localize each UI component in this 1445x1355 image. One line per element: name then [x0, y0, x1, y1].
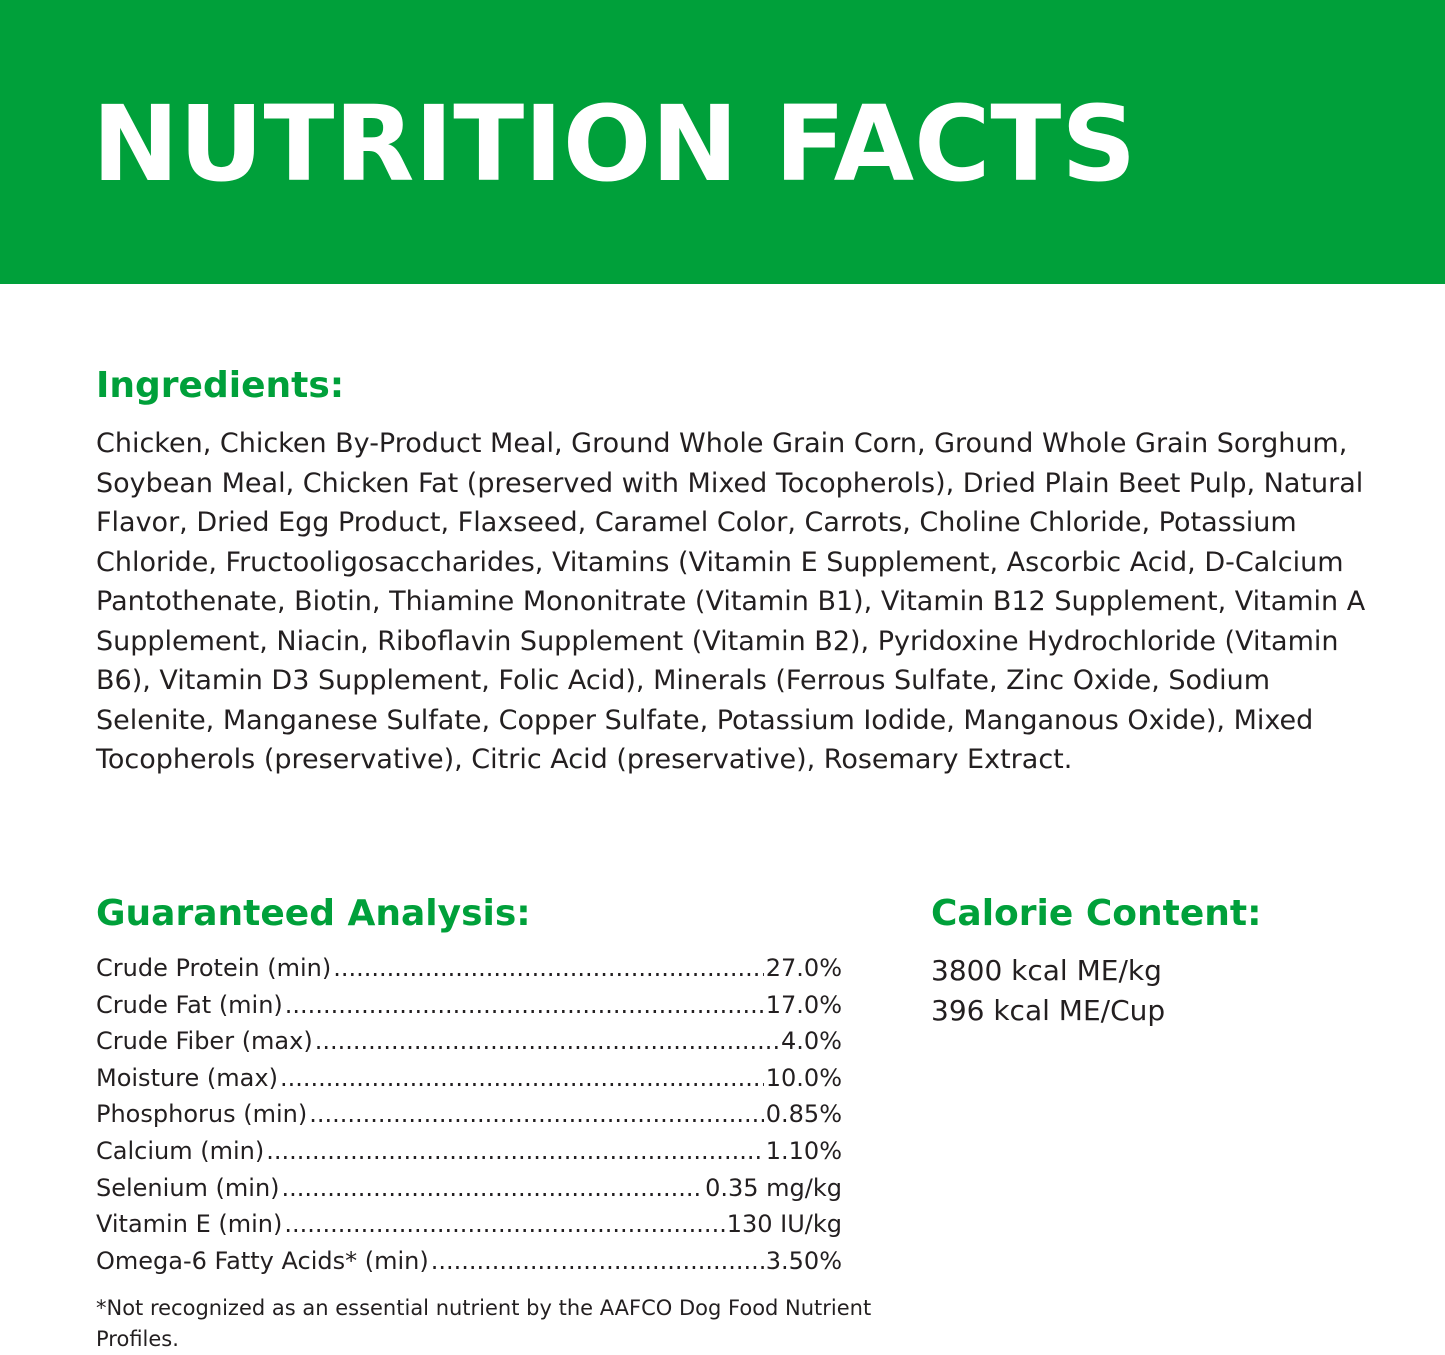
analysis-label: Omega-6 Fatty Acids* (min)	[96, 1246, 429, 1275]
analysis-row-moisture	[96, 1060, 842, 1097]
header-banner	[0, 0, 1445, 284]
guaranteed-analysis-list	[96, 950, 842, 1279]
analysis-row-selenium	[96, 1170, 842, 1207]
analysis-label: Moisture (max)	[96, 1063, 278, 1092]
analysis-value: 1.10%	[765, 1136, 842, 1165]
analysis-label: Crude Protein (min)	[96, 954, 332, 982]
analysis-label: Crude Fiber (max)	[96, 1027, 313, 1056]
ingredients-text: Chicken, Chicken By-Product Meal, Ground Whole Grain Corn, Ground Whole Grain Sorghum, Soybean Meal, Chicken Fat (preserved with Mixed Tocopherols), Dried Plain Beet Pulp, Natural Flavor, Dried Egg Product, Flaxseed, Caramel Color, Carrots, Choline Chloride, Potassium Chloride, Fructooligosaccharides, Vitamins (Vitamin E Supplement, Ascorbic Acid, D-Calcium Pantothenate, Biotin, Thiamine Mononitrate (Vitamin B1), Vitamin B12 Supplement, Vitamin A Supplement, Niacin, Riboflavin Supplement (Vitamin B2), Pyridoxine Hydrochloride (Vitamin B6), Vitamin D3 Supplement, Folic Acid), Minerals (Ferrous Sulfate, Zinc Oxide, Sodium Selenite, Manganese Sulfate, Copper Sulfate, Potassium Iodide, Manganous Oxide), Mixed Tocopherols (preservative), Citric Acid (preservative), Rosemary Extract.	[96, 428, 1366, 775]
analysis-value: 0.85%	[765, 1100, 842, 1129]
analysis-value: 17.0%	[765, 990, 842, 1019]
analysis-row-crude-protein	[96, 950, 842, 987]
analysis-label: Crude Fat (min)	[96, 990, 283, 1019]
analysis-value: 27.0%	[765, 954, 842, 982]
guaranteed-analysis-heading: Guaranteed Analysis:	[96, 893, 531, 934]
analysis-value: 130 IU/kg	[726, 1210, 842, 1239]
analysis-row-crude-fat	[96, 987, 842, 1024]
dot-leader	[280, 1060, 764, 1097]
dot-leader	[266, 1133, 764, 1170]
calorie-per-cup: 396 kcal ME/Cup	[931, 994, 1166, 1027]
analysis-row-calcium	[96, 1133, 842, 1170]
ingredients-heading: Ingredients:	[96, 365, 345, 406]
analysis-row-phosphorus	[96, 1096, 842, 1133]
dot-leader	[282, 1170, 704, 1207]
analysis-value: 10.0%	[765, 1063, 842, 1092]
dot-leader	[285, 987, 764, 1024]
analysis-label: Phosphorus (min)	[96, 1100, 308, 1129]
analysis-footnote: *Not recognized as an essential nutrient by the AAFCO Dog Food Nutrient Profiles.	[96, 1296, 872, 1351]
dot-leader	[284, 1206, 724, 1243]
dot-leader	[309, 1096, 764, 1133]
analysis-row-omega-6	[96, 1243, 842, 1280]
dot-leader	[333, 950, 764, 987]
dot-leader	[315, 1023, 779, 1060]
analysis-label: Selenium (min)	[96, 1173, 280, 1202]
analysis-label: Calcium (min)	[96, 1136, 265, 1165]
analysis-label: Vitamin E (min)	[96, 1210, 283, 1239]
page-title: NUTRITION FACTS	[92, 83, 1137, 205]
analysis-row-vitamin-e	[96, 1206, 842, 1243]
analysis-value: 0.35 mg/kg	[705, 1173, 842, 1202]
analysis-value: 4.0%	[781, 1027, 842, 1056]
calorie-per-kg: 3800 kcal ME/kg	[931, 954, 1162, 987]
analysis-row-crude-fiber	[96, 1023, 842, 1060]
calorie-content-list	[931, 951, 1165, 1031]
dot-leader	[431, 1243, 764, 1280]
calorie-content-heading: Calorie Content:	[931, 893, 1262, 934]
analysis-value: 3.50%	[765, 1246, 842, 1275]
